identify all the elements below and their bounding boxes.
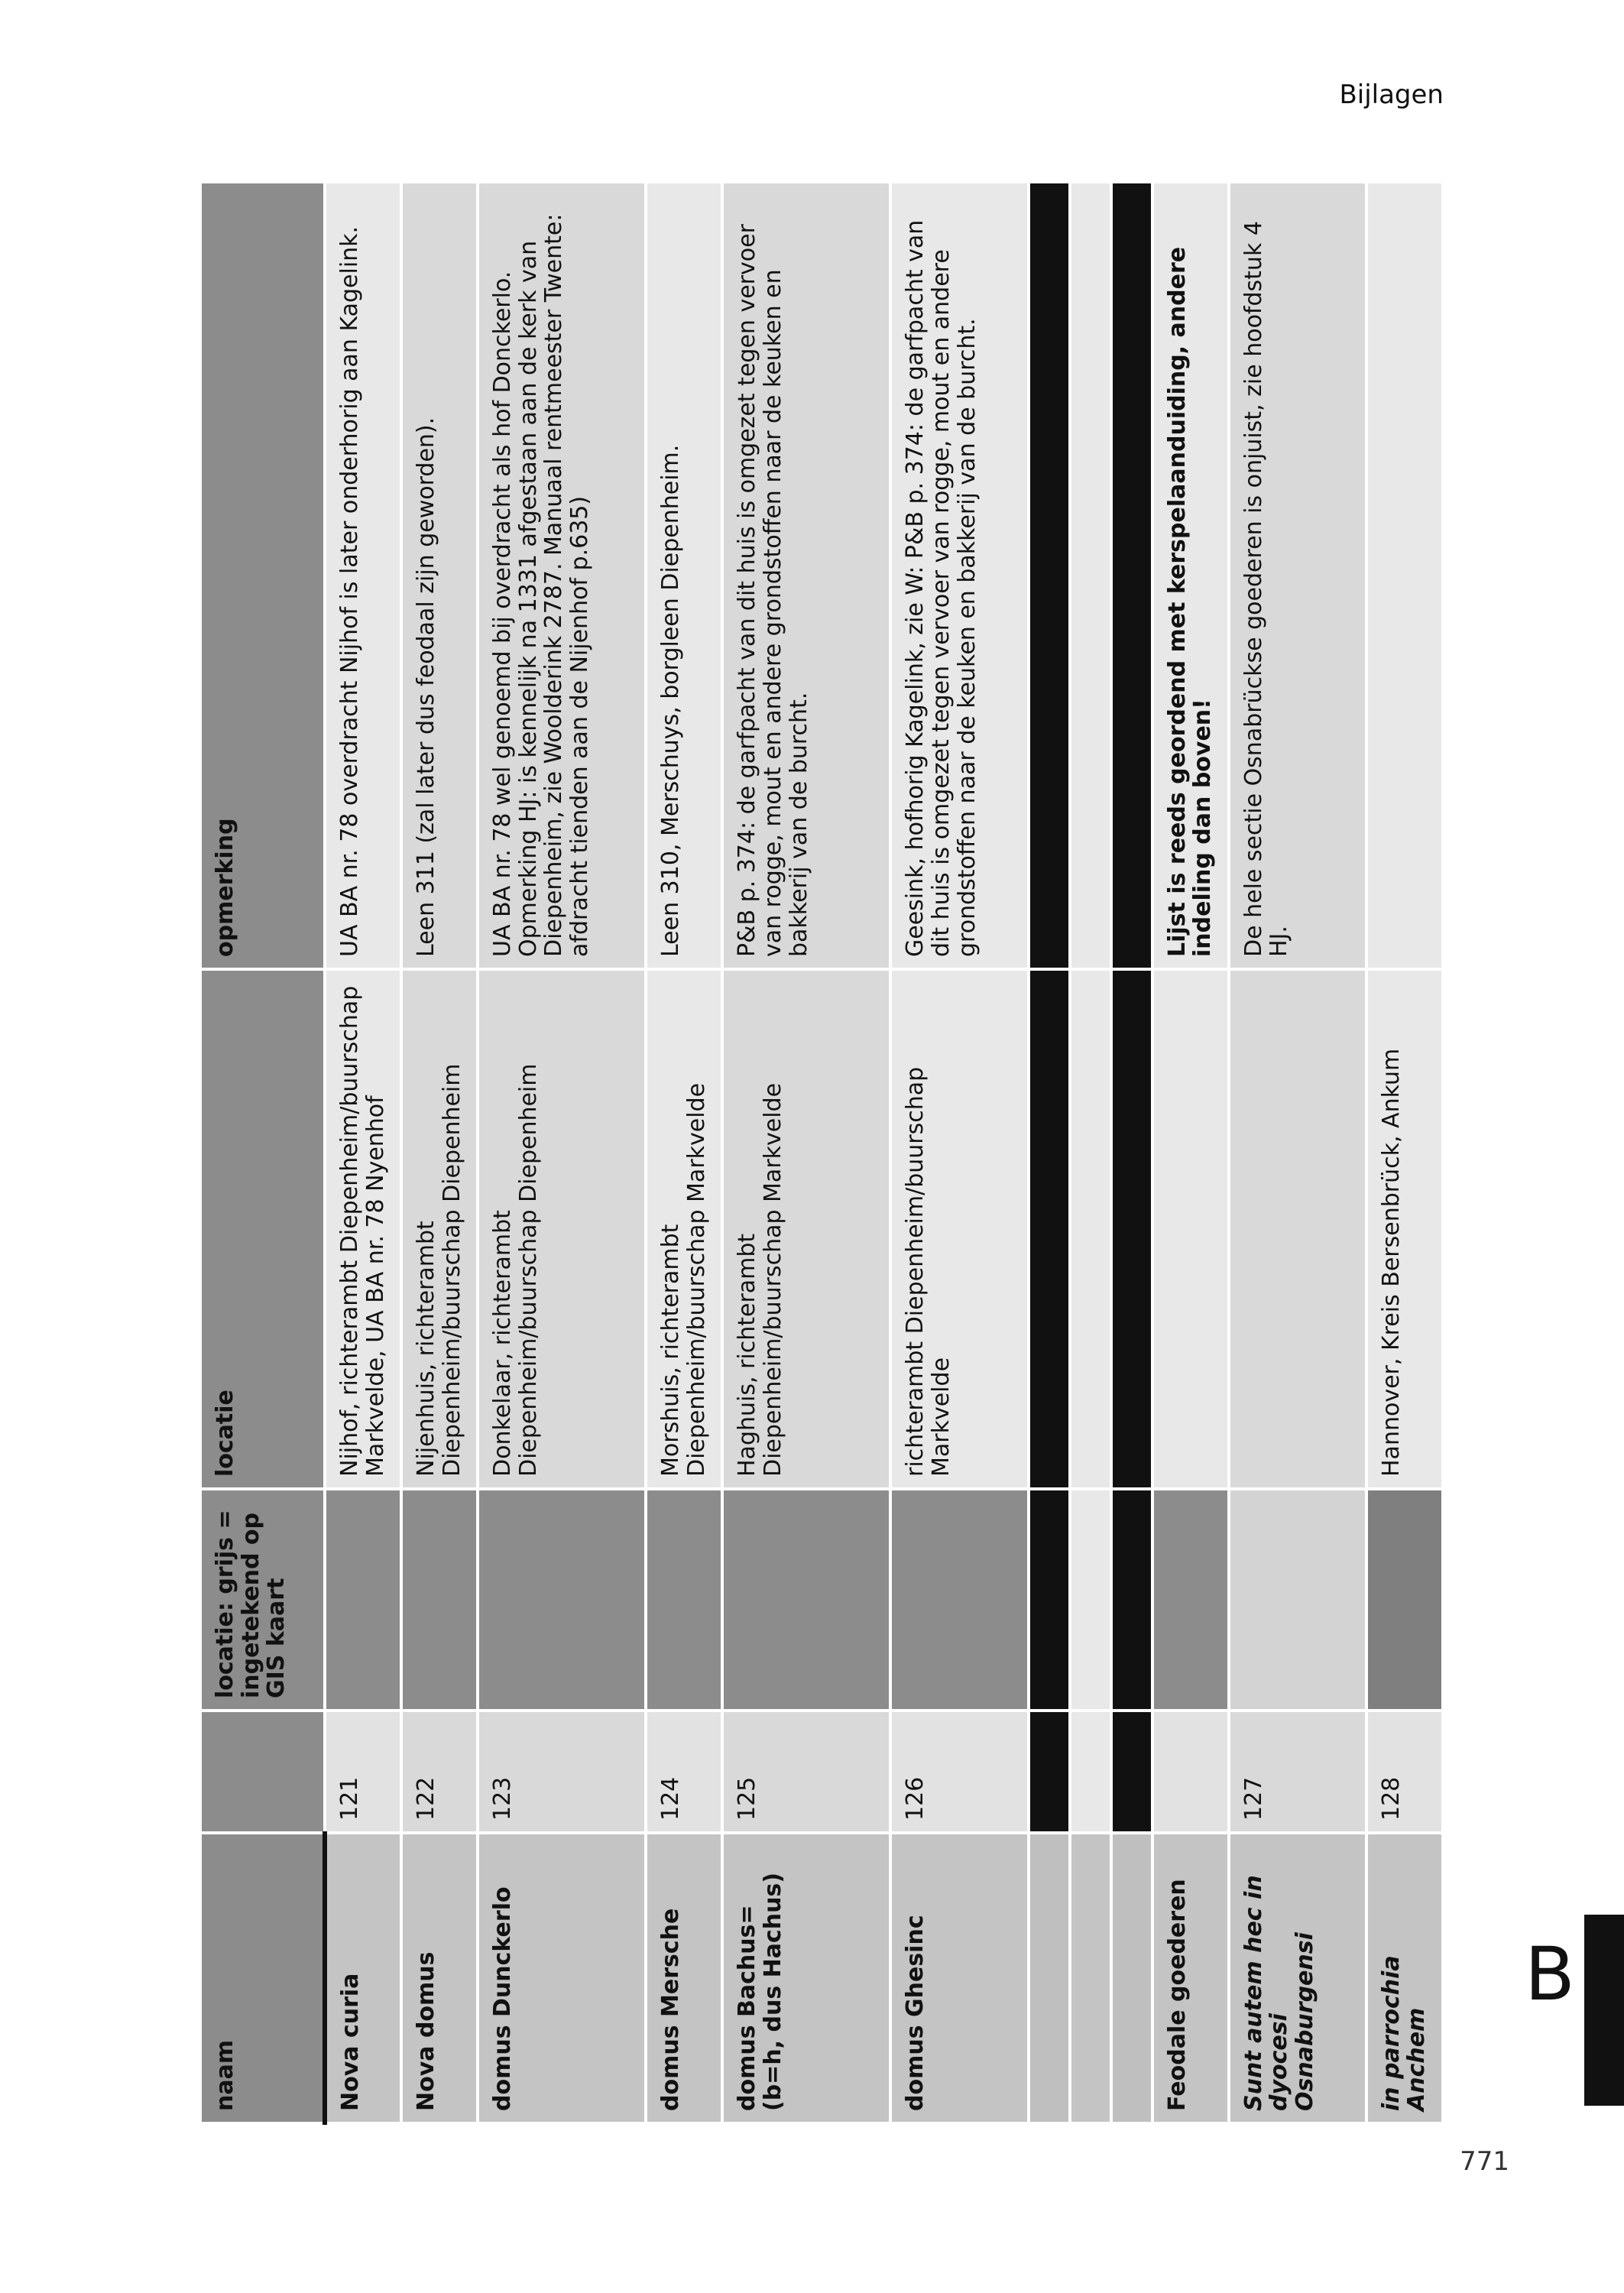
cell-locatie [1152,969,1229,1489]
cell-kaart [1366,1489,1443,1711]
cell-naam: Sunt autem hec in dyocesi Osnaburgensi [1229,1833,1366,2123]
cell-opmerking: P&B p. 374: de garfpacht van dit huis is omgezet tegen vervoer van rogge, mout en andere grondstoffen naar de keuken en bakkerij van de burcht. [722,182,890,969]
cell-naam: domus Bachus= (b=h, dus Hachus) [722,1833,890,2123]
separator-cell [1029,1489,1070,1711]
separator-cell [1111,1711,1152,1833]
cell-kaart [722,1489,890,1711]
section-letter: B [1525,1931,1575,2017]
cell-locatie [1229,969,1366,1489]
cell-opmerking: Leen 311 (zal later dus feodaal zijn geworden). [401,182,478,969]
cell-opmerking: Leen 310, Merschuys, borgleen Diepenheim. [646,182,722,969]
cell-naam: Nova curia [325,1833,401,2123]
cell-opmerking: UA BA nr. 78 wel genoemd bij overdracht als hof Donckerlo. Opmerking HJ: is kennelijk na 1331 afgestaan aan de kerk van Diepenheim, zie Woolderink 2787. Manuaal rentmeester Twente: afdracht tienden aan de Nijenhof p.635) [478,182,646,969]
header-kaart: locatie: grijs = ingetekend op GIS kaart [200,1489,325,1711]
cell-locatie: Haghuis, richterambt Diepenheim/buurschap Markvelde [722,969,890,1489]
cell-naam: domus Mersche [646,1833,722,2123]
separator-cell [1111,1833,1152,2123]
cell-opmerking: Geesink, hofhorig Kagelink, zie W: P&B p. 374: de garfpacht van dit huis is omgezet tegen vervoer van rogge, mout en andere grondstoffen naar de keuken en bakkerij van de burcht. [890,182,1028,969]
cell-num: 127 [1229,1711,1366,1833]
header-naam: naam [200,1833,325,2123]
cell-kaart [646,1489,722,1711]
table-row [722,182,890,2123]
cell-num: 121 [325,1711,401,1833]
header-num [200,1711,325,1833]
bold-note: Lijst is reeds geordend met kerspelaanduiding, andere indeling dan boven! [1163,246,1217,957]
cell-kaart [478,1489,646,1711]
separator-cell [1029,1711,1070,1833]
cell-kaart [325,1489,401,1711]
table-row [478,182,646,2123]
page-number: 771 [1460,2146,1509,2177]
cell-opmerking [1366,182,1443,969]
cell-naam: domus Dunckerlo [478,1833,646,2123]
cell-naam: Feodale goederen [1152,1833,1229,2123]
cell-num: 124 [646,1711,722,1833]
table-row [1366,182,1443,2123]
header-locatie: locatie [200,969,325,1489]
cell-locatie: Hannover, Kreis Bersenbrück, Ankum [1366,969,1443,1489]
cell-naam: in parrochia Anchem [1366,1833,1443,2123]
cell-locatie: Donkelaar, richterambt Diepenheim/buurschap Diepenheim [478,969,646,1489]
separator-row-black [1029,182,1070,2123]
appendix-table [199,180,1444,2125]
table-row [1152,182,1229,2123]
cell-locatie: richterambt Diepenheim/buurschap Markvelde [890,969,1028,1489]
cell-locatie: Nijenhuis, richterambt Diepenheim/buurschap Diepenheim [401,969,478,1489]
header-opmerking: opmerking [200,182,325,969]
separator-cell [1070,1833,1111,2123]
separator-row-light [1070,182,1111,2123]
cell-naam: domus Ghesinc [890,1833,1028,2123]
separator-row-black [1111,182,1152,2123]
separator-cell [1029,1833,1070,2123]
cell-kaart [1229,1489,1366,1711]
thumb-index-tab [1584,1915,1624,2106]
table-row [401,182,478,2123]
separator-cell [1029,182,1070,969]
separator-cell [1029,969,1070,1489]
cell-num: 128 [1366,1711,1443,1833]
cell-opmerking: UA BA nr. 78 overdracht Nijhof is later onderhorig aan Kagelink. [325,182,401,969]
cell-naam: Nova domus [401,1833,478,2123]
cell-locatie: Nijhof, richterambt Diepenheim/buurschap Markvelde, UA BA nr. 78 Nyenhof [325,969,401,1489]
cell-num: 122 [401,1711,478,1833]
table-header-row [200,182,325,2123]
separator-cell [1111,1489,1152,1711]
cell-num [1152,1711,1229,1833]
table-row [325,182,401,2123]
cell-num: 125 [722,1711,890,1833]
cell-opmerking [1152,182,1229,969]
separator-cell [1070,182,1111,969]
separator-cell [1070,1711,1111,1833]
cell-opmerking: De hele sectie Osnabrückse goederen is onjuist, zie hoofdstuk 4 HJ. [1229,182,1366,969]
cell-kaart [890,1489,1028,1711]
cell-num: 126 [890,1711,1028,1833]
running-head: Bijlagen [1339,79,1444,110]
cell-kaart [401,1489,478,1711]
cell-num: 123 [478,1711,646,1833]
cell-kaart [1152,1489,1229,1711]
rotated-table [199,183,1444,2125]
table-row [646,182,722,2123]
separator-cell [1070,1489,1111,1711]
separator-cell [1070,969,1111,1489]
separator-cell [1111,969,1152,1489]
separator-cell [1111,182,1152,969]
table-row [890,182,1028,2123]
cell-locatie: Morshuis, richterambt Diepenheim/buurschap Markvelde [646,969,722,1489]
table-row [1229,182,1366,2123]
